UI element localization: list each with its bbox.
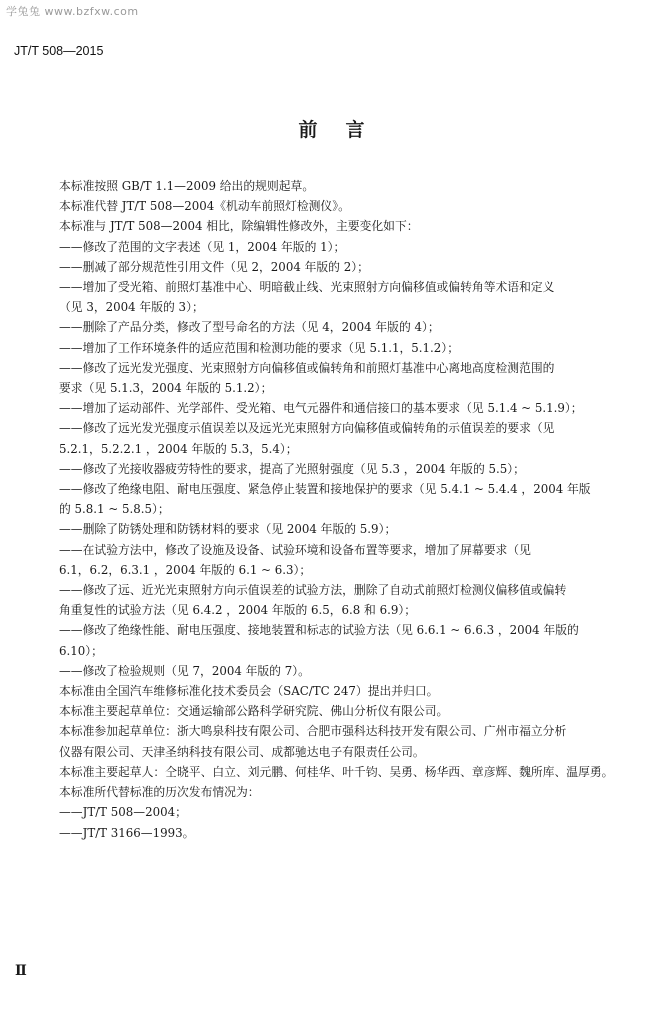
title-char-2: 言 — [345, 119, 365, 141]
paragraph: 本标准与 JT/T 508—2004 相比，除编辑性修改外，主要变化如下： — [59, 219, 419, 234]
watermark: 学兔兔 www.bzfxw.com — [6, 5, 139, 18]
change-item: ——修改了远光发光强度、光束照射方向偏移值或偏转角和前照灯基准中心离地高度检测范围的 — [59, 360, 555, 375]
change-item: ——修改了绝缘性能、耐电压强度、接地装置和标志的试验方法（见 6.6.1 ~ 6.6.3 ，2004 年版的 — [59, 623, 579, 638]
foreword-body — [59, 176, 631, 843]
change-item: ——修改了范围的文字表述（见 1，2004 年版的 1）； — [59, 239, 346, 254]
change-item-continuation: 6.1，6.2，6.3.1 ，2004 年版的 6.1 ~ 6.3）； — [59, 562, 312, 577]
change-item: ——修改了远光发光强度示值误差以及远光光束照射方向偏移值或偏转角的示值误差的要求（见 — [59, 421, 555, 436]
change-item: ——在试验方法中，修改了设施及设备、试验环境和设备布置等要求，增加了屏幕要求（见 — [59, 542, 531, 557]
change-item-continuation: （见 3，2004 年版的 3）； — [59, 300, 204, 315]
change-item: ——增加了运动部件、光学部件、受光箱、电气元器件和通信接口的基本要求（见 5.1.4 ~ 5.1.9）； — [59, 401, 583, 416]
paragraph: 本标准由全国汽车维修标准化技术委员会（SAC/TC 247）提出并归口。 — [59, 684, 439, 699]
change-item: ——修改了绝缘电阻、耐电压强度、紧急停止装置和接地保护的要求（见 5.4.1 ~ 5.4.4 ，2004 年版 — [59, 482, 591, 497]
change-item-continuation: 角重复性的试验方法（见 6.4.2 ，2004 年版的 6.5，6.8 和 6.9）； — [59, 603, 417, 618]
change-item-continuation: 的 5.8.1 ~ 5.8.5）； — [59, 502, 170, 517]
change-item-continuation: 5.2.1，5.2.2.1 ，2004 年版的 5.3，5.4）； — [59, 441, 298, 456]
standard-code: JT/T 508—2015 — [14, 44, 104, 58]
paragraph: 本标准按照 GB/T 1.1—2009 给出的规则起草。 — [59, 179, 315, 193]
change-item: ——增加了受光箱、前照灯基准中心、明暗截止线、光束照射方向偏移值或偏转角等术语和定义 — [59, 280, 555, 295]
change-item-continuation: 6.10）； — [59, 643, 103, 658]
paragraph-continuation: 仪器有限公司、天津圣纳科技有限公司、成都驰达电子有限责任公司。 — [59, 744, 425, 759]
page-number: Ⅱ — [15, 964, 27, 979]
history-item: ——JT/T 3166—1993。 — [59, 825, 195, 840]
title-char-1: 前 — [298, 119, 318, 141]
paragraph: 本标准参加起草单位：浙大鸣泉科技有限公司、合肥市强科达科技开发有限公司、广州市福立分析 — [59, 724, 567, 739]
change-item-continuation: 要求（见 5.1.3，2004 年版的 5.1.2）； — [59, 381, 273, 396]
change-item: ——修改了远、近光光束照射方向示值误差的试验方法，删除了自动式前照灯检测仪偏移值或偏转 — [59, 583, 567, 598]
change-item: ——增加了工作环境条件的适应范围和检测功能的要求（见 5.1.1，5.1.2）； — [59, 340, 459, 355]
change-item: ——修改了光接收器疲劳特性的要求，提高了光照射强度（见 5.3 ，2004 年版的 5.5）； — [59, 461, 525, 476]
change-item: ——修改了检验规则（见 7，2004 年版的 7）。 — [59, 663, 310, 678]
paragraph: 本标准主要起草单位：交通运输部公路科学研究院、佛山分析仪有限公司。 — [59, 704, 449, 719]
paragraph: 本标准所代替标准的历次发布情况为： — [59, 785, 260, 800]
change-item: ——删除了防锈处理和防锈材料的要求（见 2004 年版的 5.9）； — [59, 522, 397, 537]
paragraph: 本标准代替 JT/T 508—2004《机动车前照灯检测仪》。 — [59, 199, 350, 214]
change-item: ——删除了产品分类，修改了型号命名的方法（见 4，2004 年版的 4）； — [59, 320, 440, 335]
history-item: ——JT/T 508—2004； — [59, 805, 187, 820]
paragraph: 本标准主要起草人：仝晓平、白立、刘元鹏、何桂华、叶千钧、吴勇、杨华西、章彦辉、魏所库、温厚勇。 — [59, 764, 614, 779]
change-item: ——删减了部分规范性引用文件（见 2，2004 年版的 2）； — [59, 259, 369, 274]
page-title — [0, 115, 663, 142]
